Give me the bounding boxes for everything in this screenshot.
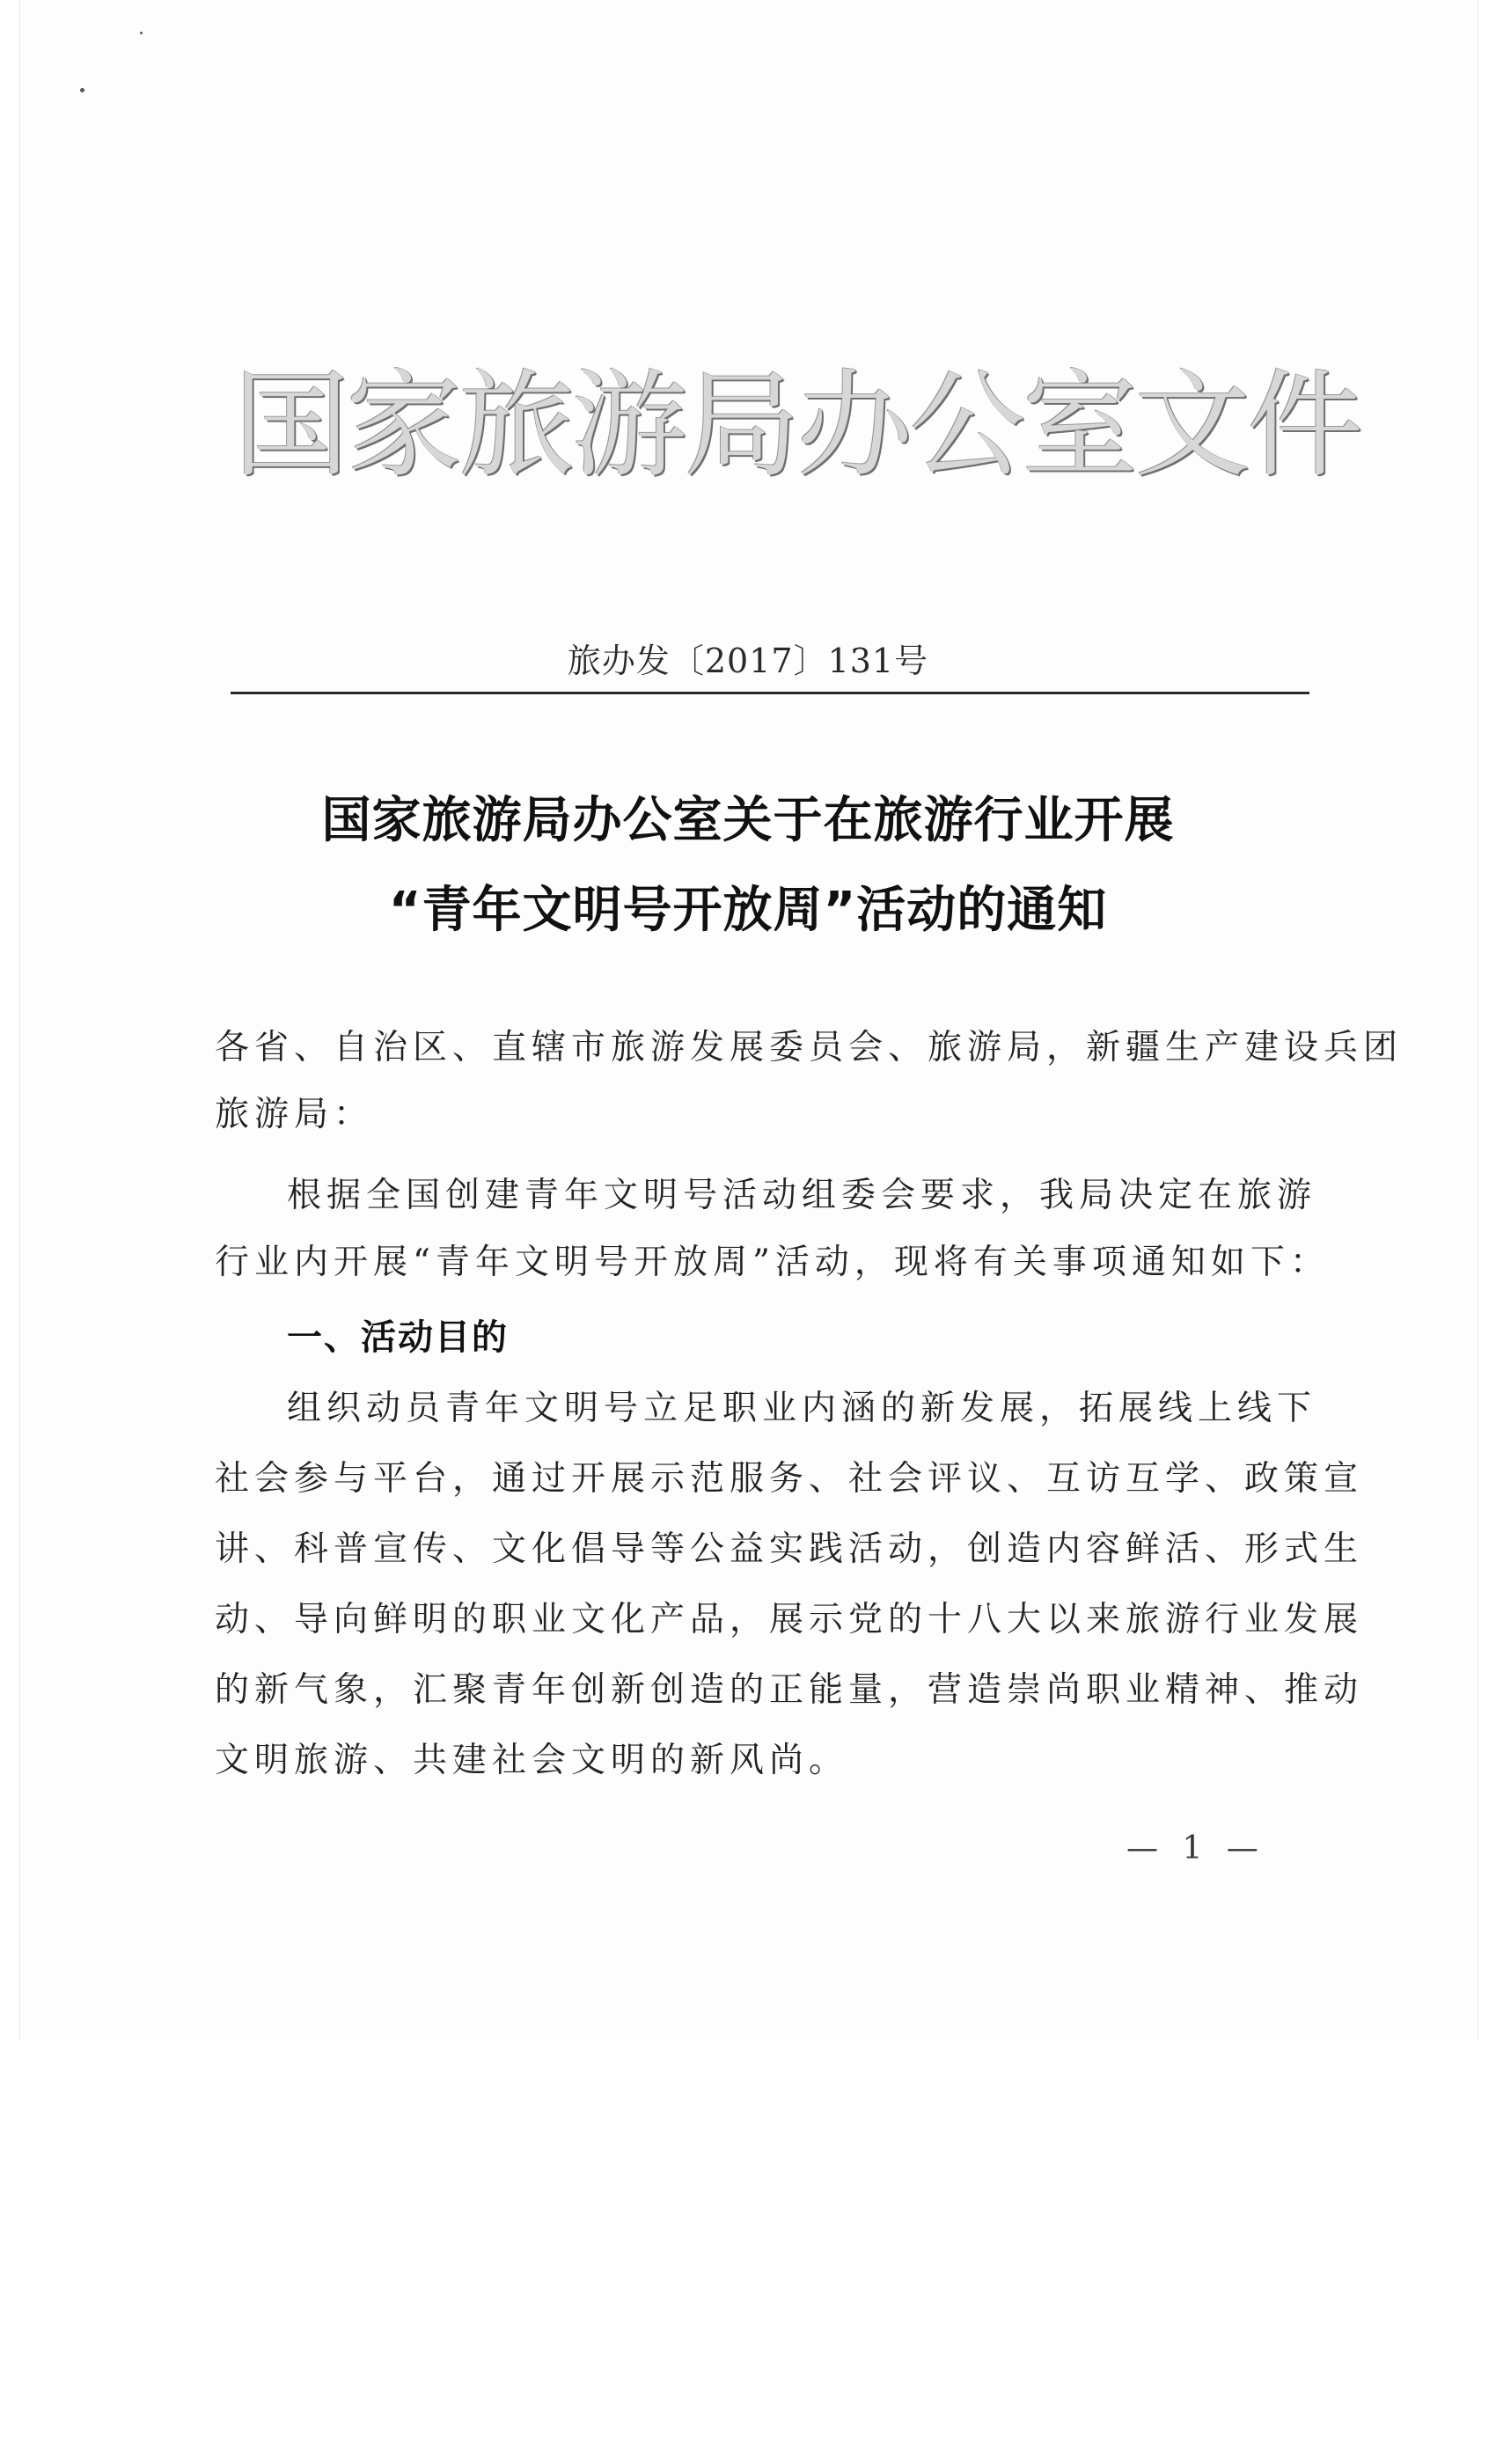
document-masthead: 国家旅游局办公室文件 (233, 358, 1360, 494)
intro-line-2: 行业内开展“青年文明号开放周”活动，现将有关事项通知如下： (215, 1243, 1330, 1282)
scan-speck (80, 88, 84, 92)
notice-title-line-1: 国家旅游局办公室关于在旅游行业开展 (321, 792, 1175, 849)
document-number: 旅办发〔2017〕131号 (567, 642, 929, 680)
notice-title-line-2: “青年文明号开放周”活动的通知 (388, 882, 1108, 939)
body-line: 讲、科普宣传、文化倡导等公益实践活动，创造内容鲜活、形式生 (215, 1529, 1364, 1569)
section-heading-purpose: 一、活动目的 (287, 1317, 509, 1358)
scanned-page (19, 0, 1478, 2040)
body-line: 的新气象，汇聚青年创新创造的正能量，营造崇尚职业精神、推动 (215, 1670, 1364, 1710)
body-line: 社会参与平台，通过开展示范服务、社会评议、互访互学、政策宣 (215, 1459, 1364, 1499)
addressee-line-1: 各省、自治区、直辖市旅游发展委员会、旅游局，新疆生产建设兵团 (215, 1028, 1404, 1067)
body-line: 文明旅游、共建社会文明的新风尚。 (215, 1741, 849, 1780)
body-line: 动、导向鲜明的职业文化产品，展示党的十八大以来旅游行业发展 (215, 1600, 1364, 1639)
addressee-line-2: 旅游局： (215, 1095, 374, 1134)
page-number: — 1 — (1126, 1830, 1265, 1866)
body-line: 组织动员青年文明号立足职业内涵的新发展，拓展线上线下 (287, 1389, 1317, 1428)
intro-line-1: 根据全国创建青年文明号活动组委会要求，我局决定在旅游 (287, 1176, 1317, 1215)
header-divider (231, 692, 1309, 694)
scan-speck (140, 32, 143, 34)
